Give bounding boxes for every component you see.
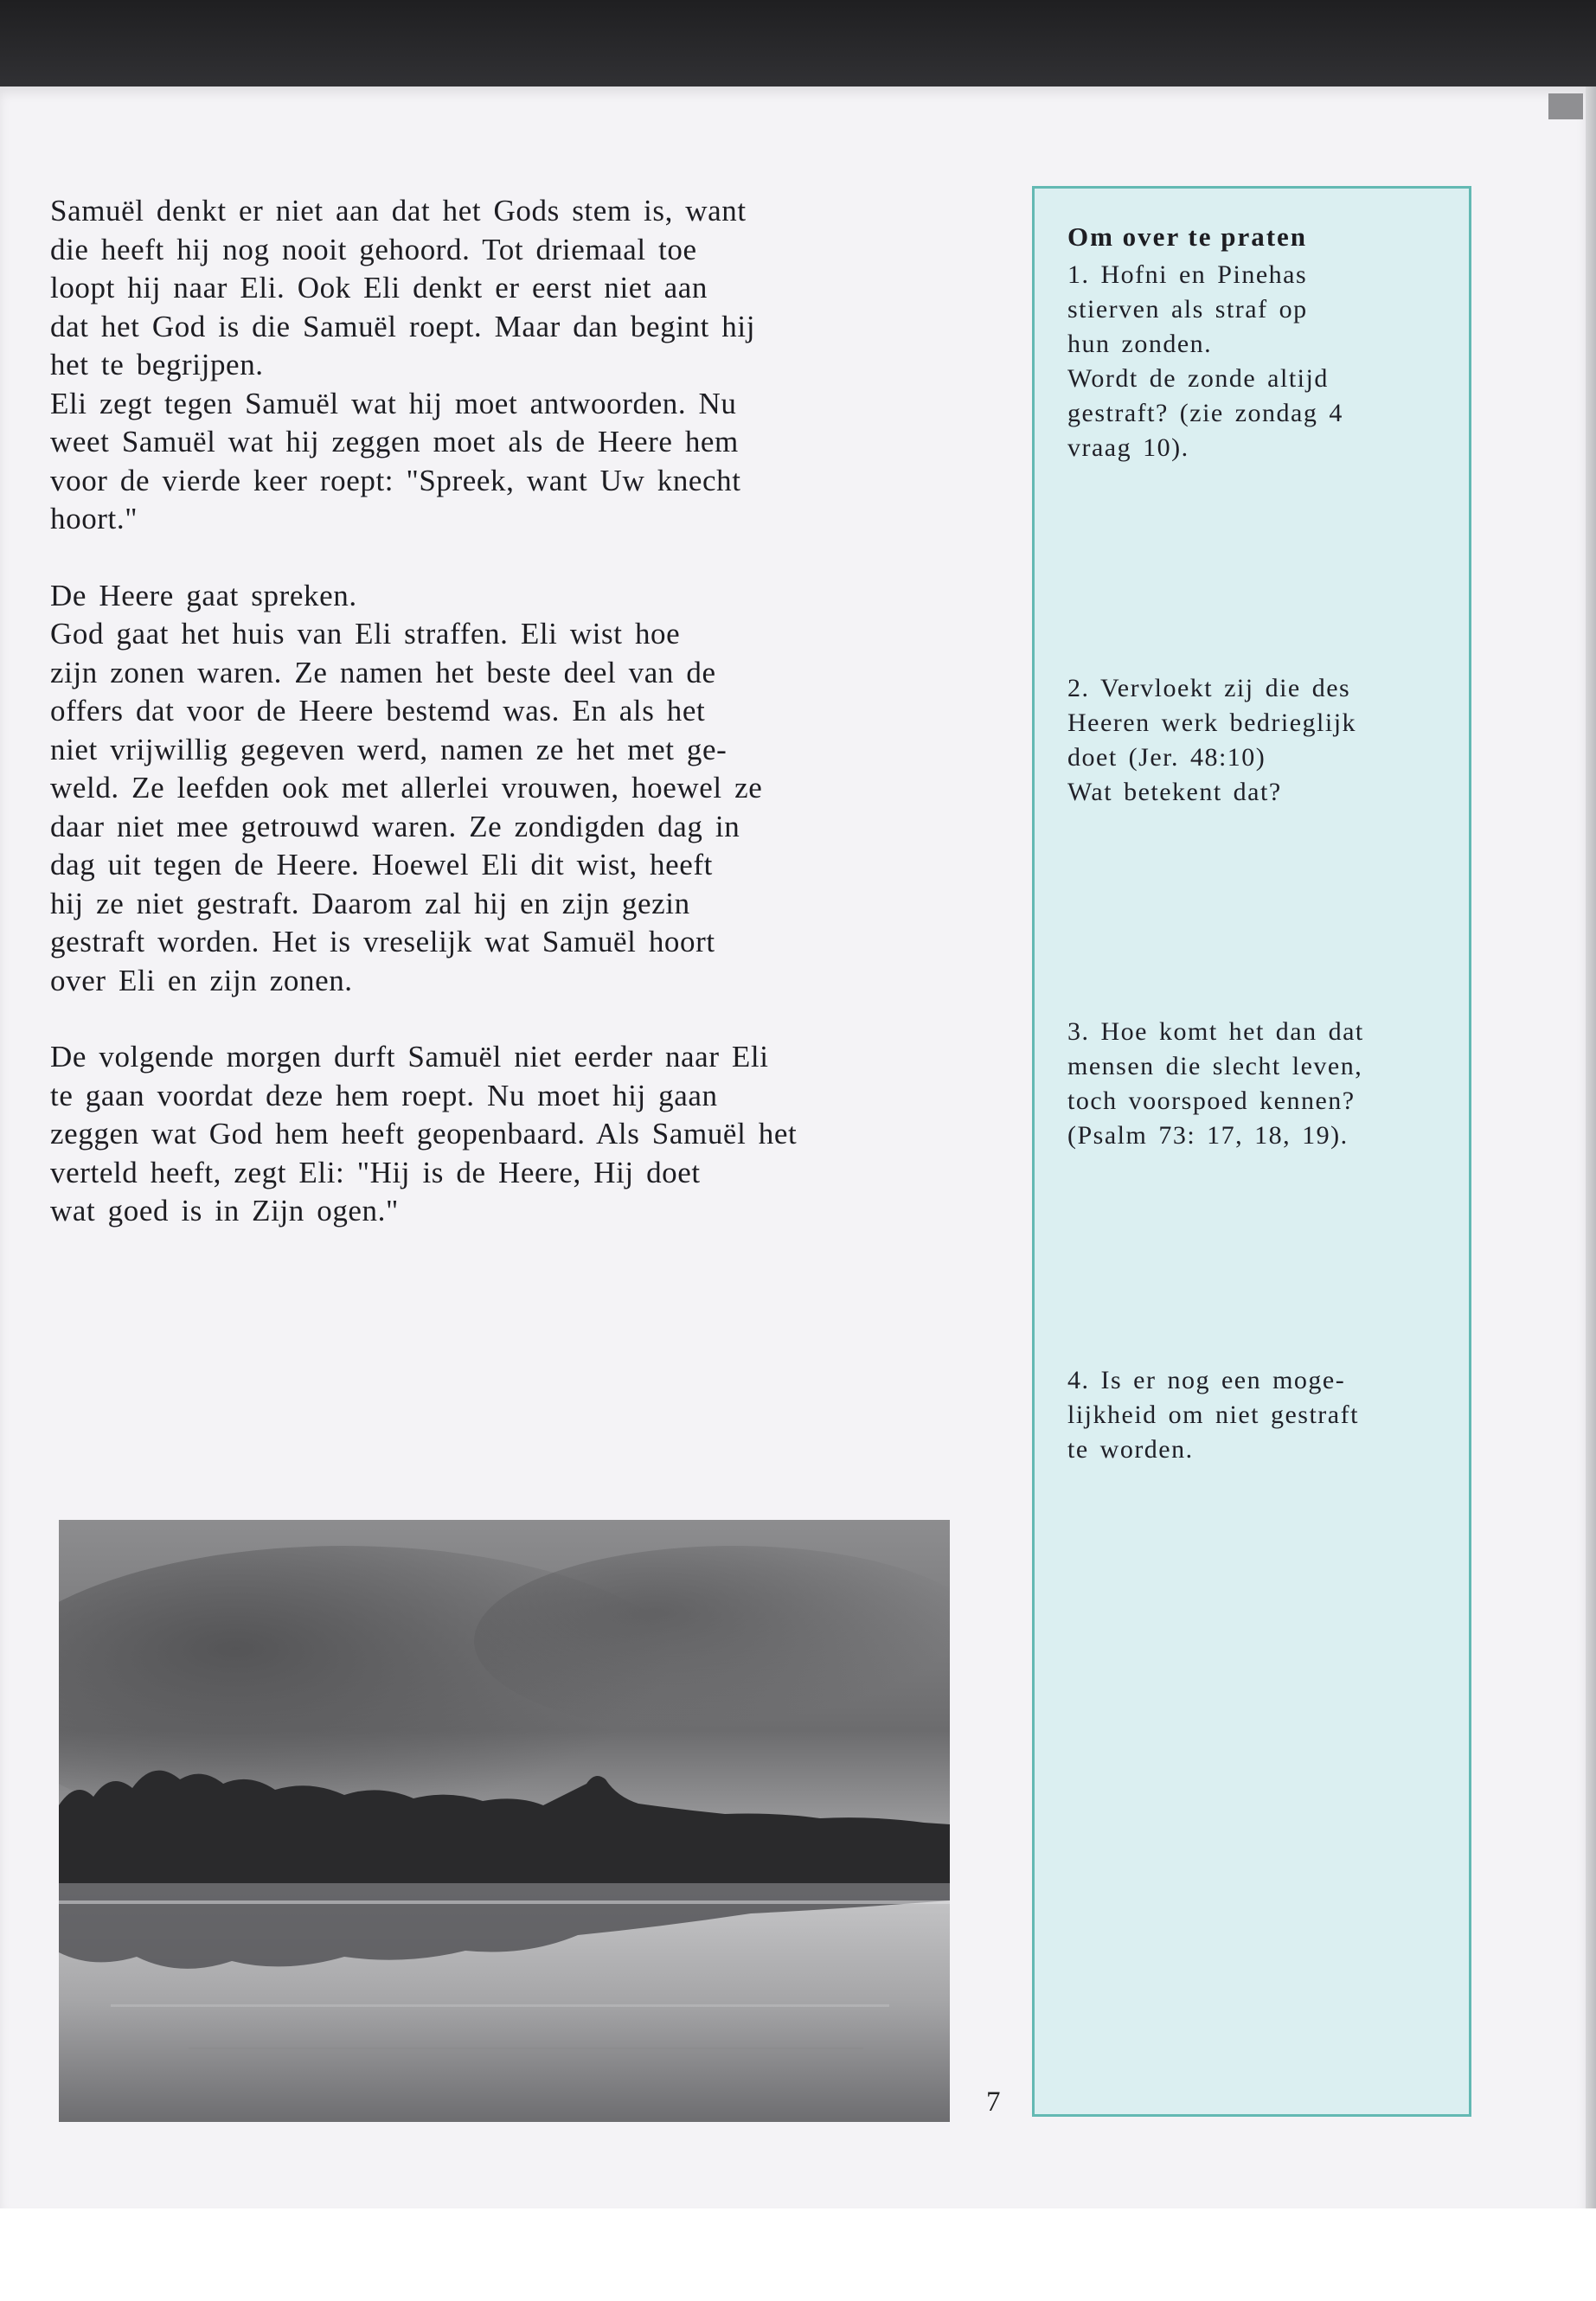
lake-photo [59, 1520, 950, 2122]
panel-heading: Om over te praten [1067, 221, 1308, 252]
story-text [50, 192, 984, 1231]
question-1: 1. Hofni en Pinehas stierven als straf op hun zonden. Wordt de zonde altijd gestraft? (zie zondag 4 vraag 10). [1067, 260, 1343, 462]
paragraph-1: Samuël denkt er niet aan dat het Gods stem is, want die heeft hij nog nooit gehoord. Tot driemaal toe loopt hij naar Eli. Ook Eli denkt er eerst niet aan dat het God is die Samuël roept. Maar dan begint hij het te begrijpen. Eli zegt tegen Samuël wat hij moet antwoorden. Nu weet Samuël wat hij zeggen moet als de Heere hem voor de vierde keer roept: "Spreek, want Uw knecht hoort." [50, 194, 756, 535]
lake-photo-image [59, 1520, 950, 2122]
page-number: 7 [986, 2086, 1001, 2118]
paragraph-2: De Heere gaat spreken. God gaat het huis van Eli straffen. Eli wist hoe zijn zonen waren. Ze namen het beste deel van de offers dat voor de Heere bestemd was. En als het niet vrijwillig gegeven werd, namen ze het met ge- weld. Ze leefden ook met allerlei vrouwen, hoewel ze daar niet mee getrouwd waren. Ze zondigden dag in dag uit tegen de Heere. Hoewel Eli dit wist, heeft hij ze niet gestraft. Daarom zal hij en zijn gezin gestraft worden. Het is vreselijk wat Samuël hoort over Eli en zijn zonen. [50, 578, 763, 997]
question-4: 4. Is er nog een moge- lijkheid om niet gestraft te worden. [1067, 1366, 1359, 1464]
scanner-right-edge [1586, 87, 1596, 2214]
scanner-bottom-edge [0, 2208, 1596, 2301]
paragraph-3: De volgende morgen durft Samuël niet eerder naar Eli te gaan voordat deze hem roept. Nu moet hij gaan zeggen wat God hem heeft geopenbaard. Als Samuël het verteld heeft, zegt Eli: "Hij is de Heere, Hij doet wat goed is in Zijn ogen." [50, 1040, 798, 1227]
question-3: 3. Hoe komt het dan dat mensen die slecht leven, toch voorspoed kennen? (Psalm 73: 17, 18, 19). [1067, 1017, 1364, 1150]
question-2: 2. Vervloekt zij die des Heeren werk bedrieglijk doet (Jer. 48:10) Wat betekent dat? [1067, 674, 1357, 806]
page-corner-mark [1548, 93, 1583, 119]
discussion-panel [1032, 186, 1471, 2117]
